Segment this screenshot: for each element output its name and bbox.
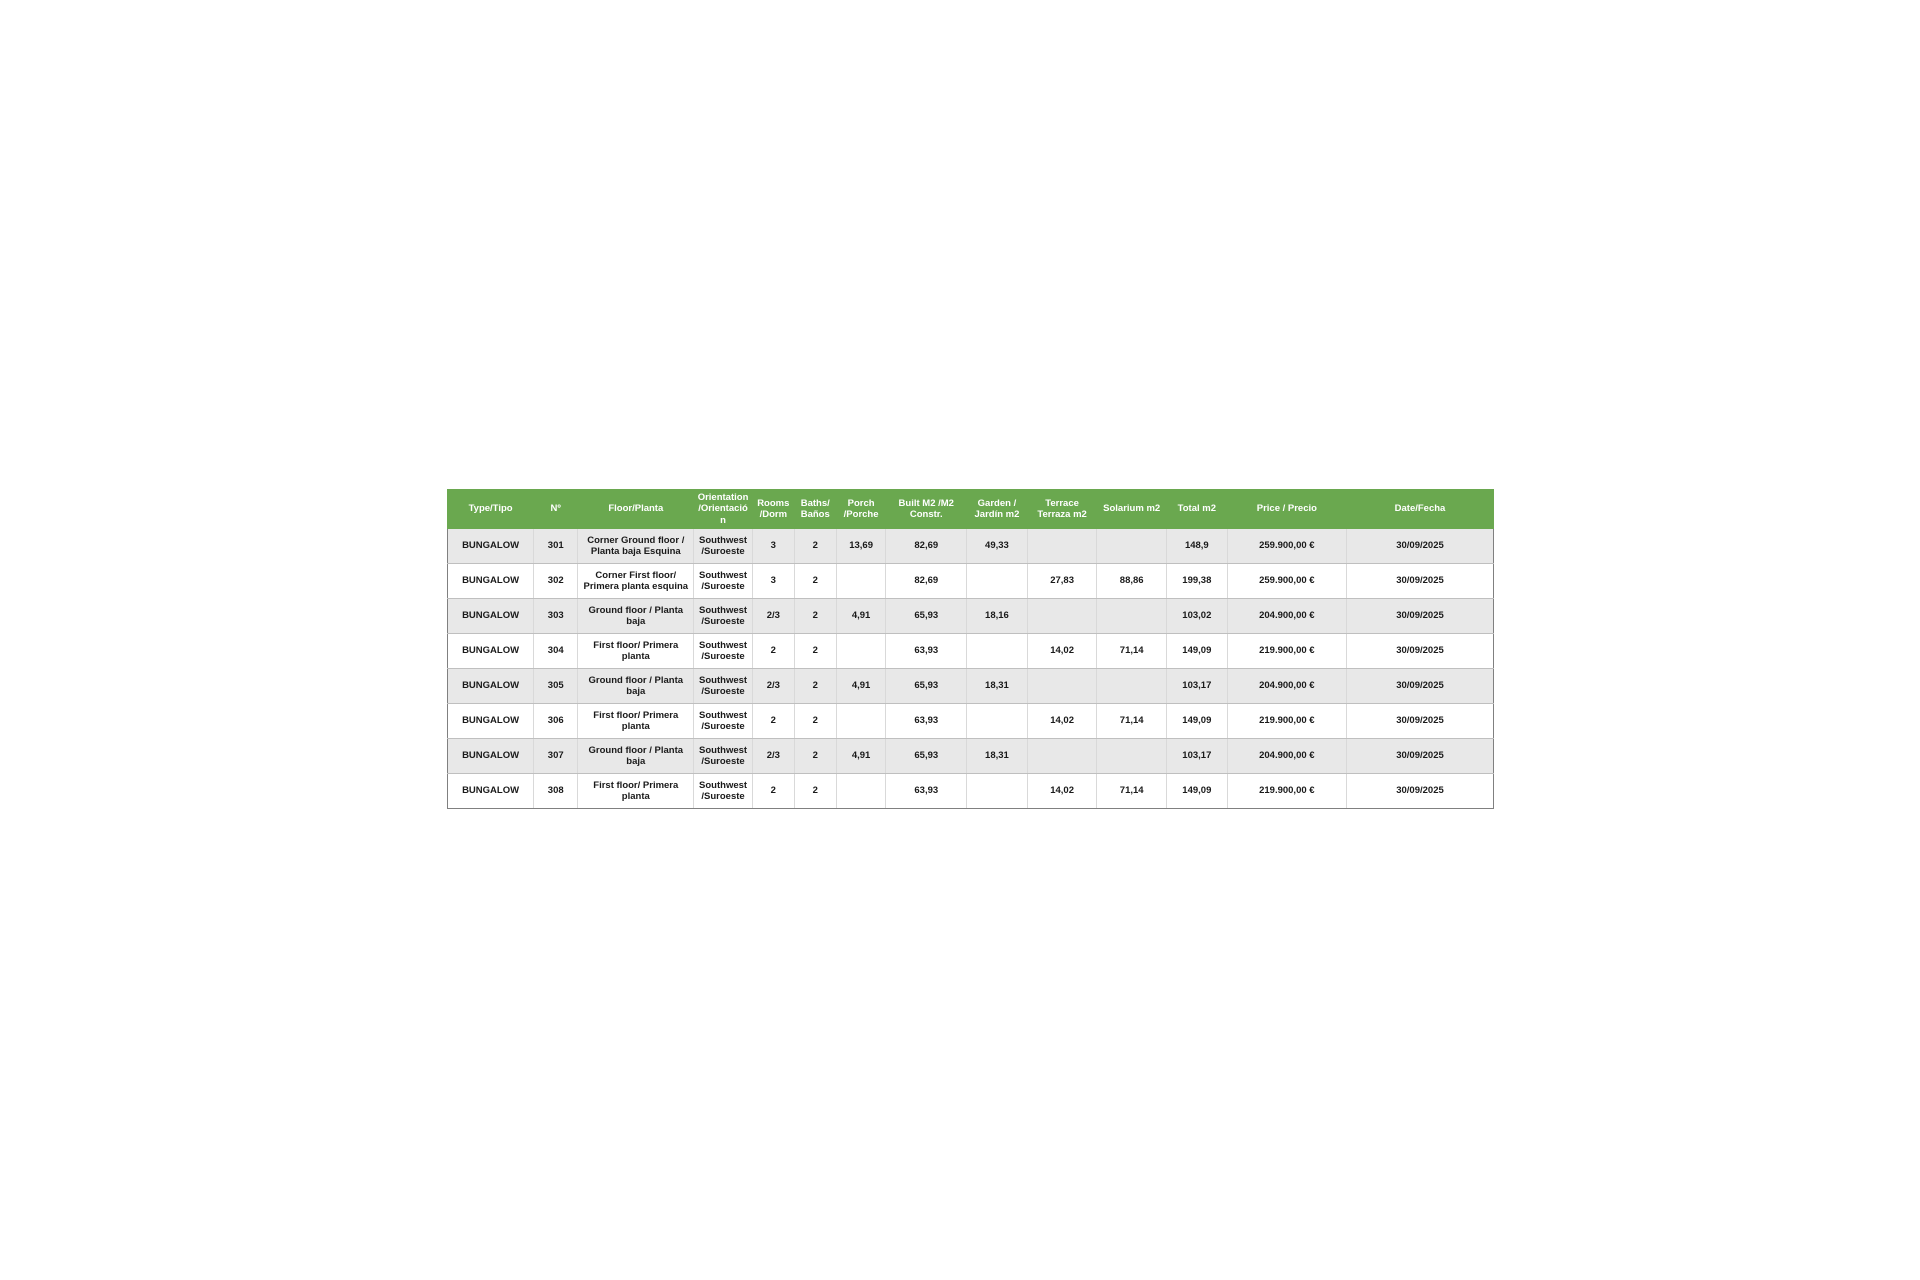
- table-row: [448, 739, 1494, 774]
- cell-garden: 18,31: [967, 669, 1028, 704]
- cell-porch: 4,91: [836, 599, 886, 634]
- cell-solarium: [1097, 739, 1167, 774]
- cell-baths: 2: [794, 599, 836, 634]
- column-header-solarium: Solarium m2: [1097, 490, 1167, 529]
- property-price-table: [447, 489, 1494, 809]
- cell-orientation: Southwest /Suroeste: [694, 739, 753, 774]
- cell-price: 204.900,00 €: [1227, 739, 1346, 774]
- cell-date: 30/09/2025: [1346, 774, 1493, 809]
- cell-rooms: 2: [752, 704, 794, 739]
- cell-total: 199,38: [1166, 564, 1227, 599]
- cell-price: 219.900,00 €: [1227, 704, 1346, 739]
- table-row: [448, 529, 1494, 564]
- cell-terrace: [1027, 669, 1097, 704]
- cell-number: 303: [534, 599, 578, 634]
- column-header-orientation: Orientation /Orientación: [694, 490, 753, 529]
- cell-floor: Ground floor / Planta baja: [578, 739, 694, 774]
- table-row: [448, 564, 1494, 599]
- column-header-price: Price / Precio: [1227, 490, 1346, 529]
- cell-solarium: [1097, 669, 1167, 704]
- table-header: [448, 490, 1494, 529]
- cell-date: 30/09/2025: [1346, 634, 1493, 669]
- cell-date: 30/09/2025: [1346, 599, 1493, 634]
- cell-solarium: [1097, 529, 1167, 564]
- column-header-rooms: Rooms /Dorm: [752, 490, 794, 529]
- column-header-garden: Garden / Jardín m2: [967, 490, 1028, 529]
- cell-price: 219.900,00 €: [1227, 774, 1346, 809]
- price-list-sheet: [447, 489, 1494, 809]
- cell-total: 148,9: [1166, 529, 1227, 564]
- cell-porch: [836, 774, 886, 809]
- cell-garden: [967, 564, 1028, 599]
- cell-type: BUNGALOW: [448, 774, 534, 809]
- cell-porch: [836, 634, 886, 669]
- cell-type: BUNGALOW: [448, 599, 534, 634]
- cell-built: 63,93: [886, 704, 967, 739]
- cell-terrace: 14,02: [1027, 704, 1097, 739]
- column-header-total: Total m2: [1166, 490, 1227, 529]
- cell-terrace: [1027, 739, 1097, 774]
- table-row: [448, 634, 1494, 669]
- cell-date: 30/09/2025: [1346, 529, 1493, 564]
- cell-solarium: 71,14: [1097, 634, 1167, 669]
- column-header-number: Nº: [534, 490, 578, 529]
- cell-price: 204.900,00 €: [1227, 599, 1346, 634]
- cell-rooms: 2/3: [752, 669, 794, 704]
- cell-floor: Ground floor / Planta baja: [578, 669, 694, 704]
- cell-date: 30/09/2025: [1346, 704, 1493, 739]
- cell-floor: First floor/ Primera planta: [578, 774, 694, 809]
- cell-porch: [836, 564, 886, 599]
- cell-baths: 2: [794, 669, 836, 704]
- cell-built: 63,93: [886, 774, 967, 809]
- column-header-built: Built M2 /M2 Constr.: [886, 490, 967, 529]
- cell-garden: [967, 634, 1028, 669]
- cell-built: 82,69: [886, 564, 967, 599]
- cell-orientation: Southwest /Suroeste: [694, 774, 753, 809]
- table-row: [448, 774, 1494, 809]
- cell-baths: 2: [794, 564, 836, 599]
- cell-terrace: 14,02: [1027, 774, 1097, 809]
- cell-price: 259.900,00 €: [1227, 564, 1346, 599]
- cell-rooms: 2/3: [752, 599, 794, 634]
- cell-baths: 2: [794, 529, 836, 564]
- cell-rooms: 2: [752, 774, 794, 809]
- cell-type: BUNGALOW: [448, 564, 534, 599]
- cell-built: 65,93: [886, 739, 967, 774]
- cell-orientation: Southwest /Suroeste: [694, 529, 753, 564]
- cell-type: BUNGALOW: [448, 634, 534, 669]
- cell-number: 308: [534, 774, 578, 809]
- cell-floor: First floor/ Primera planta: [578, 704, 694, 739]
- cell-number: 306: [534, 704, 578, 739]
- cell-terrace: 27,83: [1027, 564, 1097, 599]
- cell-solarium: [1097, 599, 1167, 634]
- cell-floor: Corner Ground floor / Planta baja Esquina: [578, 529, 694, 564]
- cell-solarium: 88,86: [1097, 564, 1167, 599]
- cell-garden: [967, 704, 1028, 739]
- table-body: [448, 529, 1494, 809]
- cell-floor: Corner First floor/ Primera planta esquina: [578, 564, 694, 599]
- cell-rooms: 3: [752, 564, 794, 599]
- cell-porch: 4,91: [836, 739, 886, 774]
- cell-date: 30/09/2025: [1346, 739, 1493, 774]
- cell-number: 307: [534, 739, 578, 774]
- cell-baths: 2: [794, 774, 836, 809]
- cell-terrace: [1027, 599, 1097, 634]
- cell-built: 82,69: [886, 529, 967, 564]
- cell-built: 63,93: [886, 634, 967, 669]
- cell-baths: 2: [794, 704, 836, 739]
- cell-rooms: 2/3: [752, 739, 794, 774]
- cell-type: BUNGALOW: [448, 529, 534, 564]
- cell-orientation: Southwest /Suroeste: [694, 599, 753, 634]
- table-row: [448, 669, 1494, 704]
- table-header-row: [448, 490, 1494, 529]
- cell-total: 103,02: [1166, 599, 1227, 634]
- cell-price: 204.900,00 €: [1227, 669, 1346, 704]
- table-row: [448, 599, 1494, 634]
- column-header-terrace: Terrace Terraza m2: [1027, 490, 1097, 529]
- cell-total: 149,09: [1166, 704, 1227, 739]
- column-header-porch: Porch /Porche: [836, 490, 886, 529]
- cell-garden: 18,31: [967, 739, 1028, 774]
- column-header-date: Date/Fecha: [1346, 490, 1493, 529]
- cell-type: BUNGALOW: [448, 704, 534, 739]
- cell-built: 65,93: [886, 599, 967, 634]
- cell-orientation: Southwest /Suroeste: [694, 704, 753, 739]
- cell-number: 301: [534, 529, 578, 564]
- cell-date: 30/09/2025: [1346, 669, 1493, 704]
- cell-porch: [836, 704, 886, 739]
- cell-total: 149,09: [1166, 774, 1227, 809]
- cell-baths: 2: [794, 634, 836, 669]
- cell-price: 259.900,00 €: [1227, 529, 1346, 564]
- cell-rooms: 2: [752, 634, 794, 669]
- cell-type: BUNGALOW: [448, 739, 534, 774]
- cell-total: 149,09: [1166, 634, 1227, 669]
- cell-garden: 18,16: [967, 599, 1028, 634]
- cell-solarium: 71,14: [1097, 774, 1167, 809]
- cell-terrace: 14,02: [1027, 634, 1097, 669]
- cell-type: BUNGALOW: [448, 669, 534, 704]
- cell-orientation: Southwest /Suroeste: [694, 669, 753, 704]
- cell-baths: 2: [794, 739, 836, 774]
- cell-orientation: Southwest /Suroeste: [694, 634, 753, 669]
- cell-terrace: [1027, 529, 1097, 564]
- cell-garden: [967, 774, 1028, 809]
- column-header-baths: Baths/ Baños: [794, 490, 836, 529]
- cell-porch: 4,91: [836, 669, 886, 704]
- cell-date: 30/09/2025: [1346, 564, 1493, 599]
- cell-number: 305: [534, 669, 578, 704]
- cell-porch: 13,69: [836, 529, 886, 564]
- cell-rooms: 3: [752, 529, 794, 564]
- cell-garden: 49,33: [967, 529, 1028, 564]
- cell-number: 304: [534, 634, 578, 669]
- cell-total: 103,17: [1166, 739, 1227, 774]
- cell-built: 65,93: [886, 669, 967, 704]
- column-header-type: Type/Tipo: [448, 490, 534, 529]
- cell-number: 302: [534, 564, 578, 599]
- cell-price: 219.900,00 €: [1227, 634, 1346, 669]
- table-row: [448, 704, 1494, 739]
- cell-total: 103,17: [1166, 669, 1227, 704]
- column-header-floor: Floor/Planta: [578, 490, 694, 529]
- cell-orientation: Southwest /Suroeste: [694, 564, 753, 599]
- cell-floor: First floor/ Primera planta: [578, 634, 694, 669]
- cell-solarium: 71,14: [1097, 704, 1167, 739]
- cell-floor: Ground floor / Planta baja: [578, 599, 694, 634]
